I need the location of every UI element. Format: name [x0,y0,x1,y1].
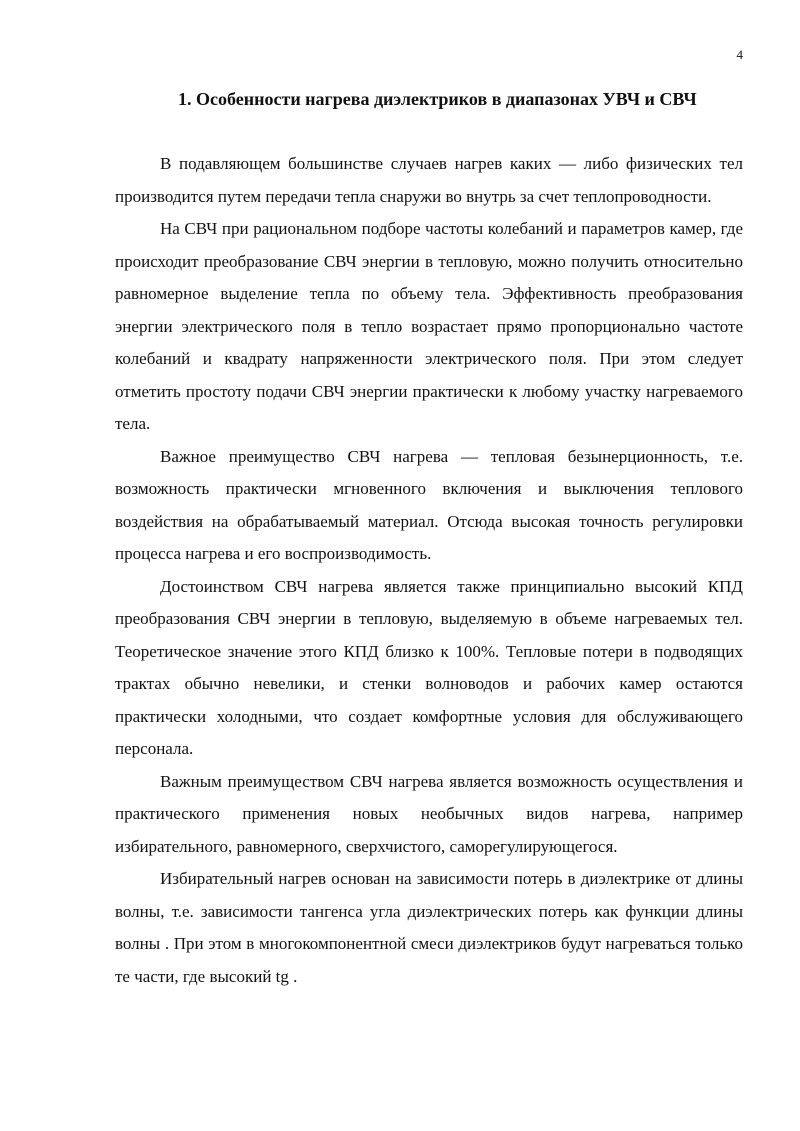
section-heading: 1. Особенности нагрева диэлектриков в диапазонах УВЧ и СВЧ [178,89,697,109]
paragraph-1: В подавляющем большинстве случаев нагрев каких — либо физических тел производится путем передачи тепла снаружи во внутрь за счет теплопроводности. [115,154,743,206]
paragraph-4: Достоинством СВЧ нагрева является также принципиально высокий КПД преобразования СВЧ энергии в тепловую, выделяемую в объеме нагреваемых тел. Теоретическое значение этого КПД близко к 100%. Тепловые потери в подводящих трактах обычно невелики, и стенки волноводов и рабочих камер остаются практически холодными, что создает комфортные условия для обслуживающего персонала. [115,576,743,758]
paragraph-2: На СВЧ при рациональном подборе частоты колебаний и параметров камер, где происходит преобразование СВЧ энергии в тепловую, можно получить относительно равномерное выделение тепла по объему тела. Эффективность преобразования энергии электрического поля в тепло возрастает прямо пропорционально частоте колебаний и квадрату напряженности электрического поля. При этом следует отметить простоту подачи СВЧ энергии практически к любому участку нагреваемого тела. [115,219,743,433]
paragraph-5: Важным преимуществом СВЧ нагрева является возможность осуществления и практического применения новых необычных видов нагрева, например избирательного, равномерного, сверхчистого, саморегулирующегося. [115,771,743,856]
paragraph-3: Важное преимущество СВЧ нагрева — тепловая безынерционность, т.е. возможность практически мгновенного включения и выключения теплового воздействия на обрабатываемый материал. Отсюда высокая точность регулировки процесса нагрева и его воспроизводимость. [115,446,743,563]
paragraph-6: Избирательный нагрев основан на зависимости потерь в диэлектрике от длины волны, т.е. зависимости тангенса угла диэлектрических потерь как функции длины волны . При этом в многокомпонентной смеси диэлектриков будут нагреваться только те части, где высокий tg . [115,869,743,986]
page-number: 4 [736,47,743,62]
body-text [115,148,743,993]
